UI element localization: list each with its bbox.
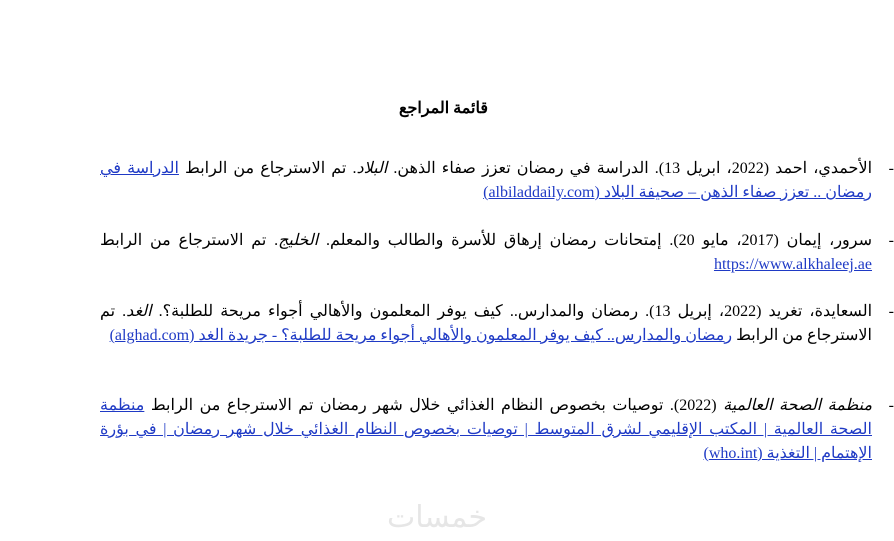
reference-link-who[interactable]: منظمة الصحة العالمية | المكتب الإقليمي لشرق المتوسط | توصيات بخصوص النظام الغذائي خلال شهر رمضان | في بؤرة الإهتمام | التغذية (who.int) <box>100 397 872 462</box>
reference-link-alkhaleej[interactable]: https://www.alkhaleej.ae <box>713 256 872 273</box>
page-title: قائمة المراجع <box>398 100 489 117</box>
reference-item-alkhaleej <box>100 229 894 277</box>
reference-source: الخليج <box>278 232 319 249</box>
reference-link-albilad[interactable]: الدراسة في رمضان .. تعزز صفاء الذهن – صحيفة البلاد (albiladdaily.com) <box>100 160 872 201</box>
reference-item-alghad <box>100 300 894 348</box>
reference-retrieval-text: . تم الاسترجاع من الرابط <box>100 232 279 249</box>
reference-text: سرور، إيمان (2017، مايو 20). إمتحانات رمضان إرهاق للأسرة والطالب والمعلم. <box>318 232 872 249</box>
list-bullet: - <box>888 232 894 249</box>
watermark-logo: خمسات <box>387 500 488 535</box>
reference-source: الغد <box>126 303 152 320</box>
reference-retrieval-text: . تم الاسترجاع من الرابط <box>178 160 357 177</box>
list-bullet: - <box>888 303 894 320</box>
reference-item-who <box>100 394 894 466</box>
reference-retrieval-text: (2022). توصيات بخصوص النظام الغذائي خلال شهر رمضان تم الاسترجاع من الرابط <box>144 397 724 414</box>
reference-source: البلاد <box>356 160 388 177</box>
reference-retrieval-text: . تم الاسترجاع من الرابط <box>100 303 872 344</box>
reference-text: السعايدة، تغريد (2022، إبريل 13). رمضان والمدارس.. كيف يوفر المعلمون والأهالي أجواء مريحة للطلبة؟. <box>151 303 873 320</box>
reference-item-albilad <box>100 157 894 205</box>
list-bullet: - <box>888 160 894 177</box>
reference-author: منظمة الصحة العالمية <box>723 397 873 414</box>
reference-link-alghad[interactable]: رمضان والمدارس.. كيف يوفر المعلمون والأهالي أجواء مريحة للطلبة؟ - جريدة الغد (alghad.com) <box>109 327 733 344</box>
reference-list <box>40 0 894 541</box>
reference-text: الأحمدي، احمد (2022، ابريل 13). الدراسة في رمضان تعزز صفاء الذهن. <box>387 160 873 177</box>
list-bullet: - <box>888 397 894 414</box>
